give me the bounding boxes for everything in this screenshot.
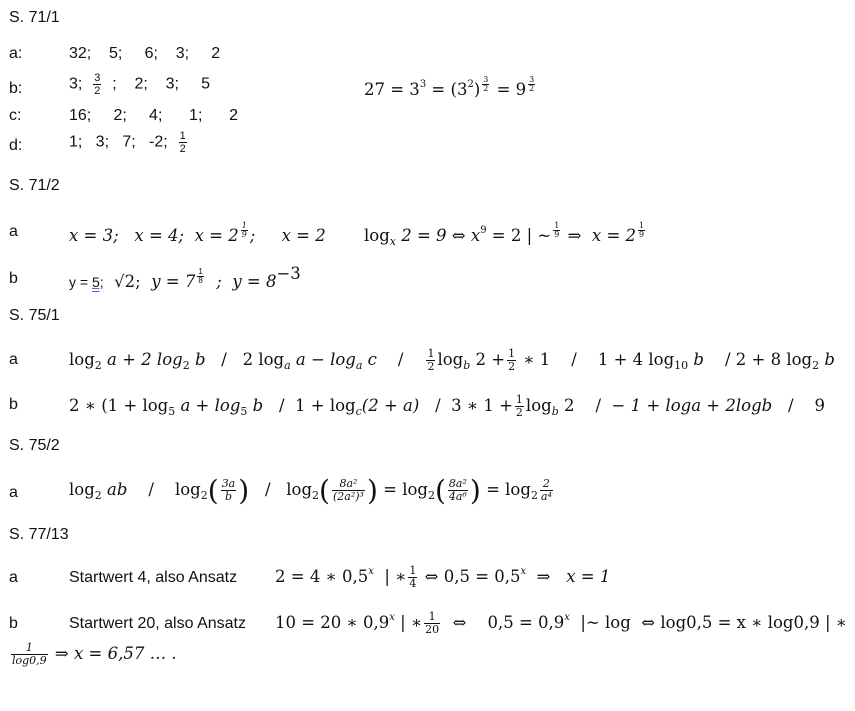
section-heading-71-1: S. 71/1 — [9, 9, 60, 26]
values: 1; 3; 7; -2; $\frac{1}{2}$ — [69, 130, 186, 155]
fraction: $\frac{3}{2}$ — [94, 72, 101, 97]
section-heading-75-2: S. 75/2 — [9, 437, 60, 454]
text: 3; — [69, 75, 83, 93]
label: a — [9, 223, 18, 240]
label: a — [9, 569, 18, 586]
label: a — [9, 484, 18, 501]
equation: $\log_x 2 = 9$ ⇔ $x^9 = 2$ | ~ $^{\frac{1}{9}}$ ⇒ x = 2 $^{\frac{1}{9}}$ — [364, 221, 645, 248]
solutions: y = 5; √2; y = 7 $^{\frac{1}{8}}$ ; $y = 8^{-3}$ — [69, 264, 301, 292]
label: b: — [9, 80, 23, 97]
label: b — [9, 615, 18, 632]
text: ; 2; 3; 5 — [112, 75, 211, 93]
equation-continued: $\frac{1}{\log 0,9}$ ⇒ x = 6,57 … . — [12, 641, 177, 667]
equation: 10 = 20 ∗ 0,9$^x$ | ∗ $\frac{1}{20}$ ⇔ $0,5 = 0,9^x$ |~ log ⇔ log0,5 = x ∗ log0,9 | ∗ — [275, 610, 847, 636]
label: b — [9, 270, 18, 287]
label: b — [9, 396, 18, 413]
expressions: 2 ∗ ($1 + \log_5 a + \log_5 b$ / $1 + \log_c(2 + a)$ / 3 ∗ 1 + $\frac{1}{2}$ $\log_b 2$ / − 1 + loga + 2logb / 9 — [69, 393, 825, 419]
label: a — [9, 351, 18, 368]
values: 16; 2; 4; 1; 2 — [69, 107, 238, 124]
description: Startwert 20, also Ansatz — [69, 615, 246, 632]
description: Startwert 4, also Ansatz — [69, 569, 238, 586]
expressions: $\log_2 a + 2$ $\log_2 b$ / 2 $\log_a a - \log_a c$ / $\frac{1}{2}$ $\log_b 2$ + $\frac{1}{2}$ ∗ 1 / 1 + 4 $\log_{10} b$ / 2 + 8 $\log_2 b$ — [69, 347, 835, 373]
label: d: — [9, 137, 23, 154]
equation: 2 = 4 ∗ 0,5$^x$ | ∗ $\frac{1}{4}$ ⇔ $0,5 = 0,5^x$ ⇒ x = 1 — [275, 564, 611, 590]
values — [69, 72, 210, 97]
section-heading-75-1: S. 75/1 — [9, 307, 60, 324]
equation: $27 = 3^3 = (3^2)$ $^{\frac{3}{2}}$ = 9 $^{\frac{3}{2}}$ — [364, 75, 535, 99]
section-heading-71-2: S. 71/2 — [9, 177, 60, 194]
label: a: — [9, 45, 23, 62]
label: c: — [9, 107, 22, 124]
expressions: $\log_2$ ab / $\log_2$( $\frac{3a}{b}$ ) / $\log_2$( $\frac{\text{8a²}}{\text{(2a²)³}}$ ) = $\log_2$( $\frac{\text{8a²}}{\text{4a⁶}}$ ) = $\log_2$ $\frac{2}{\text{a⁴}}$ — [69, 474, 552, 507]
section-heading-77-13: S. 77/13 — [9, 526, 69, 543]
fraction: $\frac{1}{2}$ — [179, 130, 186, 155]
values: 32; 5; 6; 3; 2 — [69, 45, 221, 62]
solutions: x = 3; x = 4; x = 2 $^{\frac{1}{9}}$ ; x = 2 — [69, 221, 326, 245]
